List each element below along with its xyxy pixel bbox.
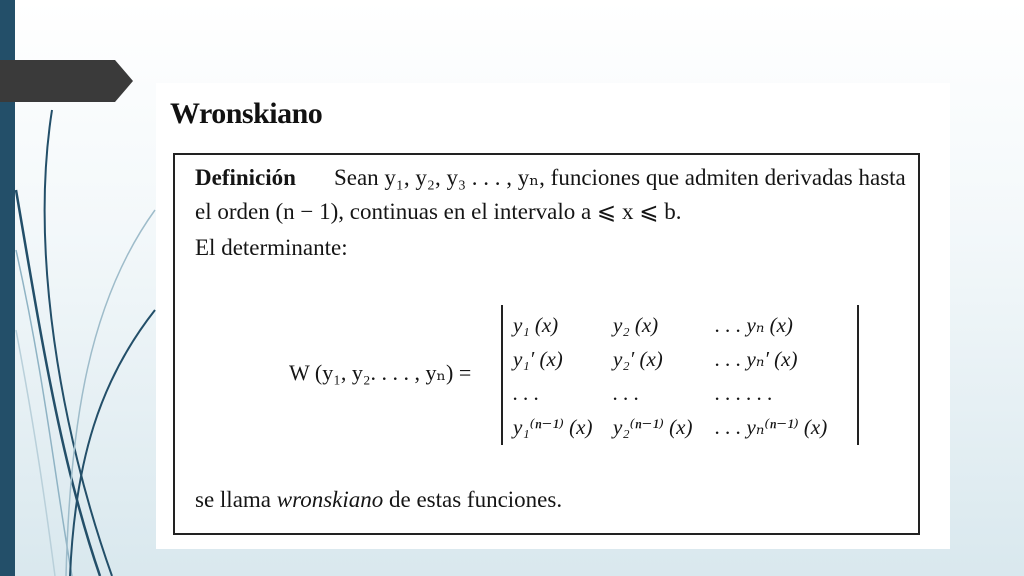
determinant-right-bar [857, 305, 859, 445]
definition-text-1: Sean y₁, y₂, y₃ . . . , yₙ, funciones que admiten derivadas hasta [333, 165, 906, 190]
definition-box [173, 153, 920, 535]
closing-prefix: se llama [195, 487, 277, 512]
matrix-cell: y₂⁽ⁿ⁻¹⁾ (x) [613, 415, 693, 439]
determinant-left-bar [501, 305, 503, 445]
matrix-cell: . . . yₙ⁽ⁿ⁻¹⁾ (x) [715, 415, 828, 439]
determinant-matrix [501, 305, 863, 453]
definition-label: Definición [195, 165, 296, 190]
closing-sentence [195, 487, 562, 513]
matrix-cell: y₁⁽ⁿ⁻¹⁾ (x) [513, 415, 593, 439]
page-title: Wronskiano [170, 97, 323, 130]
scanned-document [156, 83, 950, 549]
matrix-cell: . . . yₙ′ (x) [715, 347, 798, 371]
wronskian-expression: W (y₁, y₂. . . . , yₙ) = [289, 360, 472, 385]
closing-suffix: de estas funciones. [383, 487, 563, 512]
matrix-cell: y₁′ (x) [513, 347, 563, 371]
matrix-cell: . . . [513, 381, 540, 405]
matrix-cell: . . . [613, 381, 640, 405]
matrix-cell: y₂ (x) [613, 313, 659, 337]
matrix-cell: . . . yₙ (x) [715, 313, 793, 337]
matrix-cell: y₁ (x) [513, 313, 559, 337]
matrix-cell: . . . . . . [715, 381, 773, 405]
definition-line-2: el orden (n − 1), continuas en el intervalo a ⩽ x ⩽ b. [195, 199, 682, 224]
definition-line-1 [195, 165, 906, 191]
title-tab-arrow [0, 0, 140, 110]
definition-line-3: El determinante: [195, 235, 348, 260]
wronskiano-term: wronskiano [276, 487, 384, 512]
matrix-cell: y₂′ (x) [613, 347, 663, 371]
